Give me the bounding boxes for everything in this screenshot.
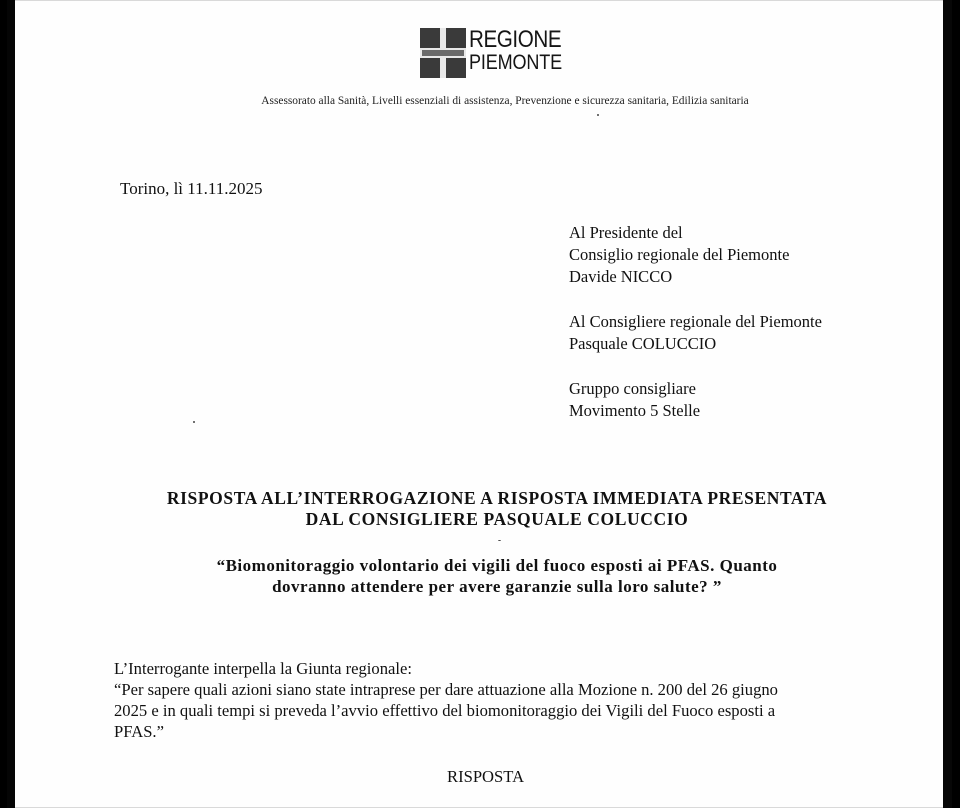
recipient-line: Gruppo consigliare (569, 379, 696, 398)
scan-speck (498, 540, 501, 541)
recipient-line: Al Consigliere regionale del Piemonte (569, 312, 822, 331)
scan-border-left (7, 0, 15, 808)
body-line: 2025 e in quali tempi si preveda l’avvio effettivo del biomonitoraggio dei Vigili del Fuoco esposti a (114, 701, 776, 720)
recipient-line: Movimento 5 Stelle (569, 401, 701, 420)
logo-title: REGIONE (469, 26, 562, 53)
scan-speck (597, 114, 599, 116)
recipient-line: Consiglio regionale del Piemonte (569, 245, 790, 264)
body-line: L’Interrogante interpella la Giunta regionale: (114, 659, 412, 678)
body-line: “Per sapere quali azioni siano state intraprese per dare attuazione alla Mozione n. 200 del 26 giugno (114, 680, 778, 699)
recipient-line: Davide NICCO (569, 267, 673, 286)
regione-piemonte-logo (420, 28, 577, 78)
body-line: PFAS.” (114, 722, 164, 741)
logo-subtitle: PIEMONTE (469, 51, 562, 74)
date-line: Torino, lì 11.11.2025 (120, 179, 263, 198)
recipient-group (569, 378, 822, 422)
document-page (7, 0, 952, 808)
title-line: DAL CONSIGLIERE PASQUALE COLUCCIO (305, 509, 689, 529)
department-line: Assessorato alla Sanità, Livelli essenziali di assistenza, Prevenzione e sicurezza sanitaria, Edilizia sanitaria (261, 95, 749, 107)
interrogation-subject (107, 555, 887, 597)
regional-emblem-icon (420, 28, 466, 78)
subject-line: “Biomonitoraggio volontario dei vigili del fuoco esposti ai PFAS. Quanto (216, 556, 778, 575)
recipient-councillor (569, 311, 822, 355)
body-paragraph (114, 658, 778, 742)
recipient-president (569, 222, 822, 288)
recipient-line: Al Presidente del (569, 223, 683, 242)
scan-speck (193, 421, 195, 423)
scan-border-right (943, 0, 952, 808)
recipients-block (569, 222, 822, 445)
recipient-line: Pasquale COLUCCIO (569, 334, 717, 353)
subject-line: dovranno attendere per avere garanzie sulla loro salute? ” (272, 577, 722, 596)
answer-heading: RISPOSTA (447, 767, 525, 786)
title-line: RISPOSTA ALL’INTERROGAZIONE A RISPOSTA IMMEDIATA PRESENTATA (166, 488, 828, 508)
document-title (107, 488, 887, 530)
